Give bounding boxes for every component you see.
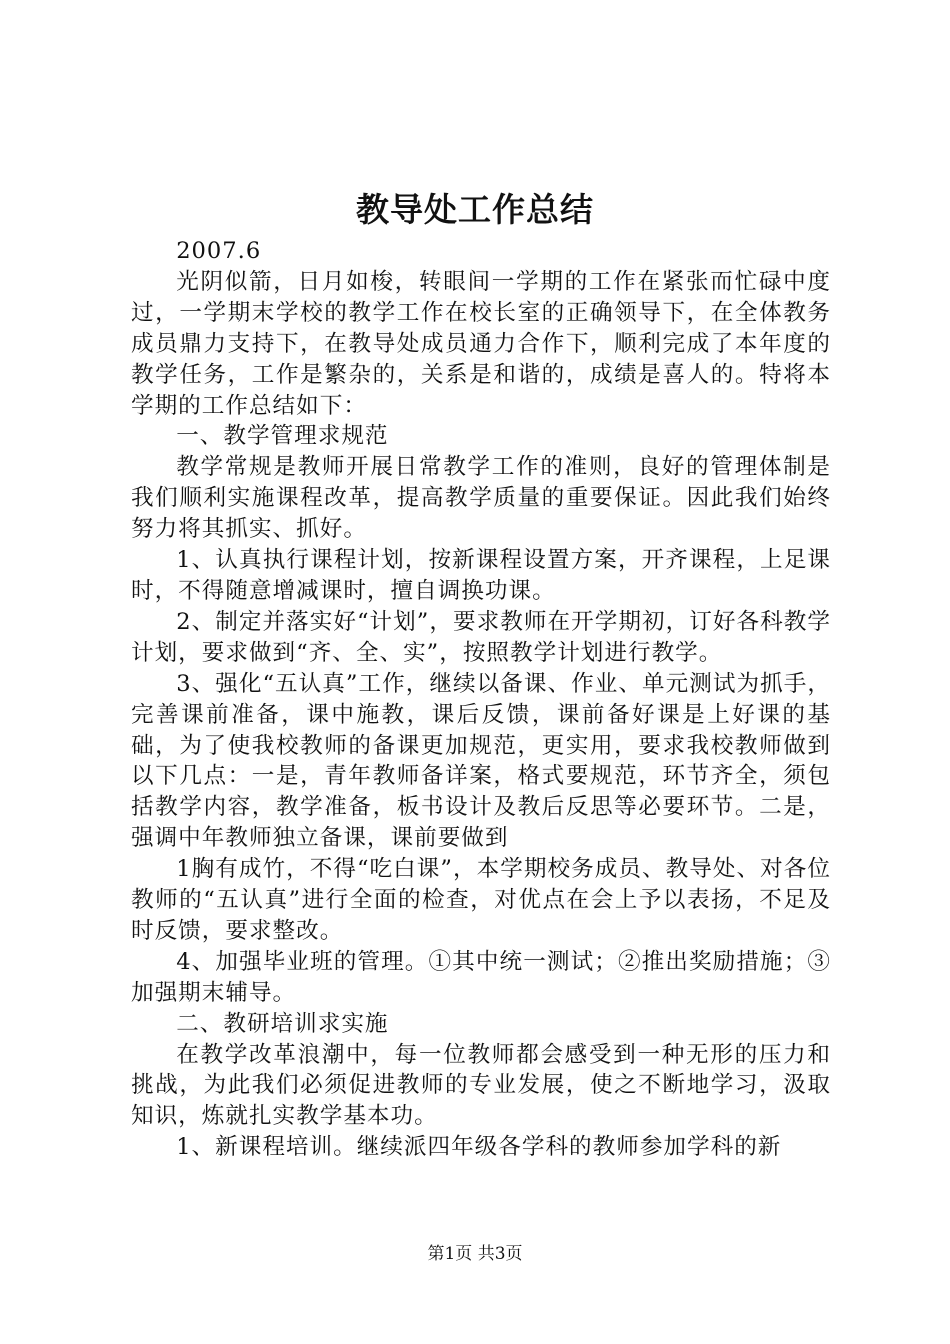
list-item: 2、制定并落实好“计划”，要求教师在开学期初，订好各科教学计划，要求做到“齐、全、实”，按照教学计划进行教学。: [131, 608, 831, 666]
section-heading-1: 一、教学管理求规范: [176, 423, 389, 450]
paragraph: 1胸有成竹，不得“吃白课”，本学期校务成员、教导处、对各位教师的“五认真”进行全面的检查，对优点在会上予以表扬，不足及时反馈，要求整改。: [131, 856, 831, 944]
document-title: 教导处工作总结: [356, 190, 594, 229]
document-body: [131, 236, 831, 1163]
paragraph-intro: 光阴似箭，日月如梭，转眼间一学期的工作在紧张而忙碌中度过，一学期末学校的教学工作在校长室的正确领导下，在全体教务成员鼎力支持下，在教导处成员通力合作下，顺利完成了本年度的教学任务，工作是繁杂的，关系是和谐的，成绩是喜人的。特将本学期的工作总结如下：: [131, 268, 831, 419]
list-item: 4、加强毕业班的管理。①其中统一测试；②推出奖励措施；③加强期末辅导。: [131, 948, 831, 1006]
page-footer: 第1页 共3页: [427, 1244, 523, 1264]
section-heading-2: 二、教研培训求实施: [176, 1010, 389, 1037]
paragraph: 在教学改革浪潮中，每一位教师都会感受到一种无形的压力和挑战，为此我们必须促进教师的专业发展，使之不断地学习，汲取知识，炼就扎实教学基本功。: [131, 1041, 831, 1130]
list-item: 1、认真执行课程计划，按新课程设置方案，开齐课程，上足课时，不得随意增减课时，擅自调换功课。: [131, 547, 831, 604]
list-item: 3、强化“五认真”工作，继续以备课、作业、单元测试为抓手，完善课前准备，课中施教，课后反馈，课前备好课是上好课的基础，为了使我校教师的备课更加规范，更实用，要求我校教师做到以下几点：一是，青年教师备详案，格式要规范，环节齐全，须包括教学内容，教学准备，板书设计及教后反思等必要环节。二是，强调中年教师独立备课，课前要做到: [131, 670, 831, 852]
list-item: 1、新课程培训。继续派四年级各学科的教师参加学科的新: [176, 1134, 782, 1161]
paragraph: 教学常规是教师开展日常教学工作的准则，良好的管理体制是我们顺利实施课程改革，提高教学质量的重要保证。因此我们始终努力将其抓实、抓好。: [131, 454, 831, 543]
document-date: 2007.6: [176, 238, 262, 264]
